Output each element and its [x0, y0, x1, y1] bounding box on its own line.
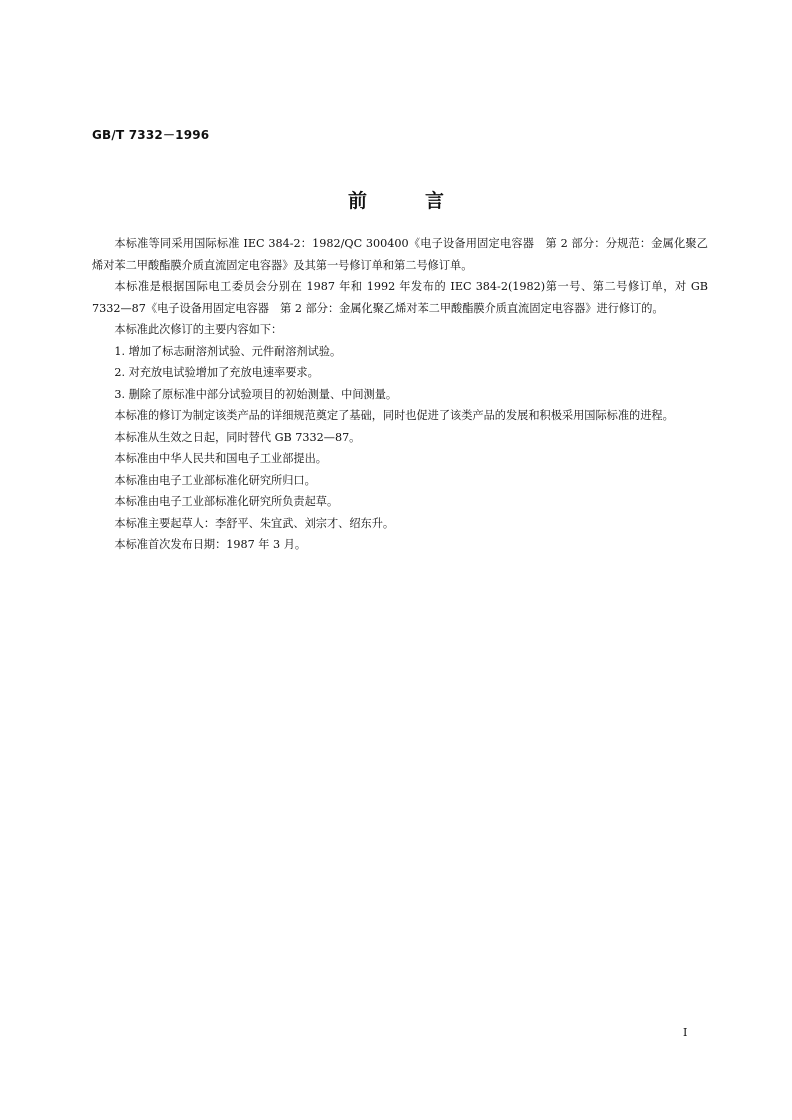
page-title: 前言: [347, 190, 502, 212]
body-text: [92, 233, 708, 556]
revision-item-2: 2. 对充放电试验增加了充放电速率要求。: [114, 366, 319, 379]
paragraph-significance: 本标准的修订为制定该类产品的详细规范奠定了基础，同时也促进了该类产品的发展和积极采用国际标准的进程。: [114, 409, 674, 422]
page-number: I: [683, 1026, 688, 1039]
paragraph-proposer: 本标准由中华人民共和国电子工业部提出。: [114, 452, 327, 465]
paragraph-centralized: 本标准由电子工业部标准化研究所归口。: [114, 473, 316, 487]
paragraph-revision-basis: 本标准是根据国际电工委员会分别在 1987 年和 1992 年发布的 IEC 384-2(1982)第一号、第二号修订单，对 GB 7332—87《电子设备用固定电容器 第 2 部分：金属化聚乙烯对苯二甲酸酯膜介质直流固定电容器》进行修订的。: [92, 280, 708, 315]
paragraph-first-issue: 本标准首次发布日期：1987 年 3 月。: [114, 538, 307, 551]
paragraph-replacement: 本标准从生效之日起，同时替代 GB 7332—87。: [114, 430, 361, 444]
paragraph-drafter: 本标准由电子工业部标准化研究所负责起草。: [114, 495, 339, 508]
paragraph-revision-intro: 本标准此次修订的主要内容如下：: [114, 323, 283, 336]
revision-item-1: 1. 增加了标志耐溶剂试验、元件耐溶剂试验。: [114, 344, 342, 358]
paragraph-drafters-names: 本标准主要起草人：李舒平、朱宜武、刘宗才、绍东升。: [114, 516, 395, 530]
standard-code: GB/T 7332－1996: [92, 128, 210, 142]
revision-item-3: 3. 删除了原标准中部分试验项目的初始测量、中间测量。: [114, 387, 398, 401]
paragraph-adoption: 本标准等同采用国际标准 IEC 384-2：1982/QC 300400《电子设备用固定电容器 第 2 部分：分规范：金属化聚乙烯对苯二甲酸酯膜介质直流固定电容器》及其第一号修订单和第二号修订单。: [92, 237, 708, 272]
